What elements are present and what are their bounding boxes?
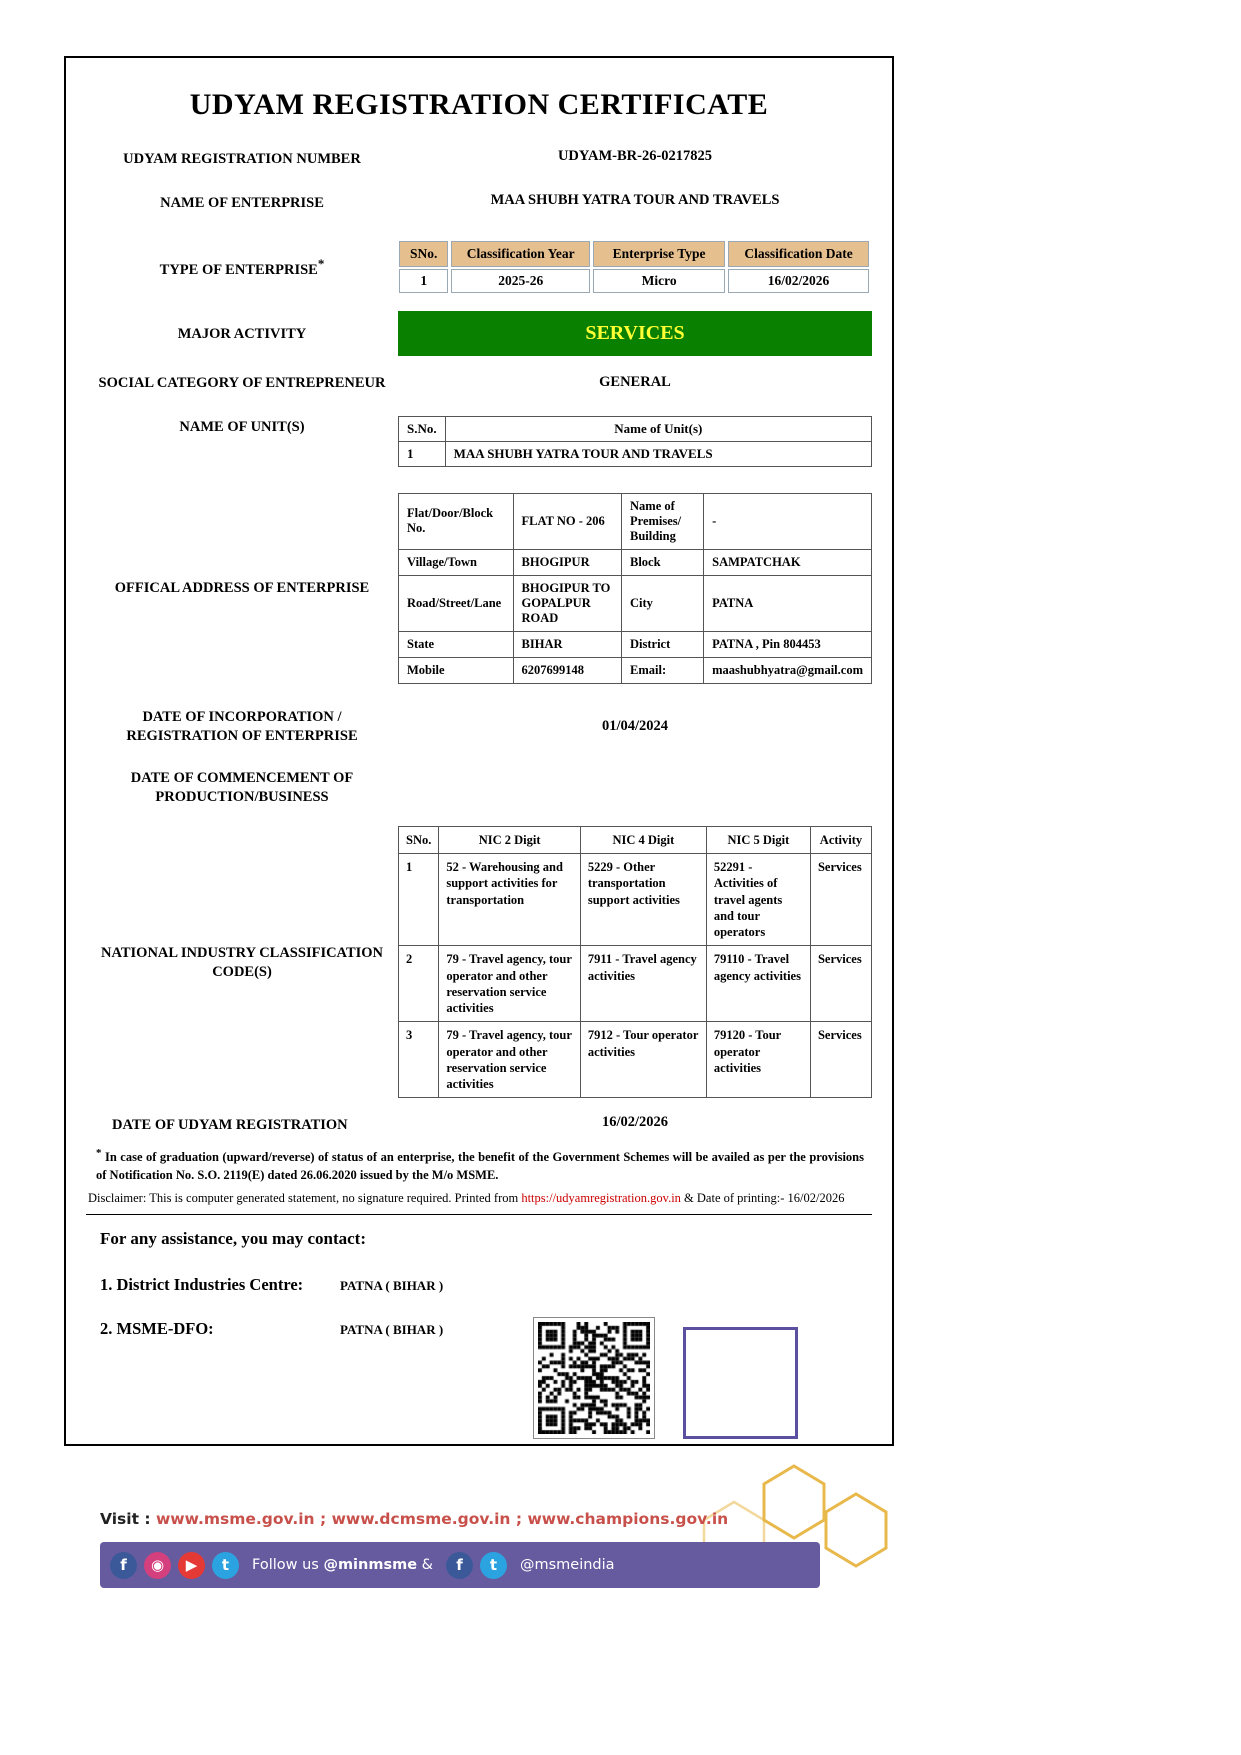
cell-value-block: SAMPATCHAK — [704, 549, 872, 575]
table-row — [399, 631, 872, 657]
cell-key-district: District — [622, 631, 704, 657]
col-classification-year: Classification Year — [451, 241, 590, 267]
visit-line — [100, 1510, 728, 1528]
address-table-wrap — [398, 493, 872, 684]
cell-unit-name: MAA SHUBH YATRA TOUR AND TRAVELS — [445, 441, 871, 466]
col-nic-2-digit: NIC 2 Digit — [439, 826, 580, 853]
cell-value-city: PATNA — [704, 575, 872, 631]
footer-artwork — [66, 1456, 894, 1606]
youtube-icon[interactable]: ▶ — [178, 1552, 205, 1579]
social-category-value: GENERAL — [599, 374, 671, 391]
footnote-asterisk: * — [96, 1147, 102, 1159]
nic-codes-label: NATIONAL INDUSTRY CLASSIFICATION CODE(S) — [100, 944, 384, 981]
major-activity-row — [86, 311, 872, 356]
cell-nic-4: 7911 - Travel agency activities — [580, 946, 706, 1022]
col-unit-name: Name of Unit(s) — [445, 416, 871, 441]
date-of-udyam-registration-row — [86, 1114, 872, 1136]
cell-value-flat: FLAT NO - 206 — [513, 493, 621, 549]
social-category-row — [86, 372, 872, 394]
table-row — [399, 946, 872, 1022]
cell-nic-5: 52291 - Activities of travel agents and tour operators — [706, 854, 810, 946]
table-row — [399, 269, 869, 293]
col-nic-sno: SNo. — [399, 826, 439, 853]
registration-number-label: UDYAM REGISTRATION NUMBER — [123, 151, 361, 167]
table-header-row — [399, 826, 872, 853]
date-of-incorporation-label: DATE OF INCORPORATION / REGISTRATION OF ENTERPRISE — [126, 708, 358, 745]
cell-nic-sno: 2 — [399, 946, 439, 1022]
col-nic-activity: Activity — [810, 826, 871, 853]
major-activity-wrap — [398, 311, 872, 356]
table-row — [399, 441, 872, 466]
cell-key-flat: Flat/Door/Block No. — [399, 493, 514, 549]
col-sno: SNo. — [399, 241, 448, 267]
table-row — [399, 657, 872, 683]
official-address-row — [86, 493, 872, 684]
udyam-portal-link[interactable]: https://udyamregistration.gov.in — [521, 1191, 681, 1206]
nic-table-wrap — [398, 826, 872, 1099]
enterprise-name-value: MAA SHUBH YATRA TOUR AND TRAVELS — [490, 191, 780, 208]
col-unit-sno: S.No. — [399, 416, 446, 441]
col-enterprise-type: Enterprise Type — [593, 241, 725, 267]
cell-value-mobile: 6207699148 — [513, 657, 621, 683]
facebook-icon[interactable]: f — [110, 1552, 137, 1579]
date-of-incorporation-row — [86, 706, 872, 747]
cell-value-email: maashubhyatra@gmail.com — [704, 657, 872, 683]
address-table — [398, 493, 872, 684]
classification-table — [396, 239, 872, 295]
cell-nic-5: 79110 - Travel agency activities — [706, 946, 810, 1022]
page-title: UDYAM REGISTRATION CERTIFICATE — [189, 88, 769, 121]
social-footer-bar — [100, 1542, 820, 1588]
cell-unit-sno: 1 — [399, 441, 446, 466]
cell-type: Micro — [593, 269, 725, 293]
facebook-icon-secondary[interactable]: f — [446, 1552, 473, 1579]
cell-key-block: Block — [622, 549, 704, 575]
assistance-title: For any assistance, you may contact: — [100, 1228, 366, 1248]
disclaimer-suffix: & Date of printing:- 16/02/2026 — [680, 1191, 845, 1206]
contact-dic — [86, 1275, 872, 1295]
date-of-incorporation-value: 01/04/2024 — [601, 717, 669, 734]
cell-nic-activity: Services — [810, 854, 871, 946]
name-of-units-label: NAME OF UNIT(S) — [179, 418, 305, 435]
cell-nic-5: 79120 - Tour operator activities — [706, 1022, 810, 1098]
contact-dic-label: 1. District Industries Centre: — [100, 1274, 304, 1294]
cell-date: 16/02/2026 — [728, 269, 869, 293]
official-address-label: OFFICAL ADDRESS OF ENTERPRISE — [114, 580, 370, 597]
follow-us-text — [252, 1557, 433, 1573]
visit-urls[interactable]: www.msme.gov.in ; www.dcmsme.gov.in ; www.champions.gov.in — [155, 1510, 729, 1528]
type-of-enterprise-row — [86, 239, 872, 295]
table-row — [399, 854, 872, 946]
qr-code-canvas — [538, 1322, 650, 1434]
twitter-icon-secondary[interactable]: t — [480, 1552, 507, 1579]
enterprise-name-row — [86, 192, 872, 214]
date-of-commencement-row — [86, 767, 872, 808]
contact-msme-dfo-label: 2. MSME-DFO: — [100, 1318, 214, 1338]
classification-table-wrap — [398, 239, 872, 295]
nic-codes-row — [86, 826, 872, 1099]
date-of-commencement-label: DATE OF COMMENCEMENT OF PRODUCTION/BUSINESS — [130, 769, 354, 806]
registration-number-row — [86, 148, 872, 170]
certificate-page — [64, 56, 894, 1446]
cell-nic-2: 79 - Travel agency, tour operator and other reservation service activities — [439, 946, 580, 1022]
date-of-udyam-registration-value: 16/02/2026 — [601, 1114, 669, 1131]
cell-sno: 1 — [399, 269, 448, 293]
certificate-seal-frame — [683, 1327, 798, 1439]
registration-number-value: UDYAM-BR-26-0217825 — [557, 148, 713, 164]
enterprise-name-label: NAME OF ENTERPRISE — [160, 194, 324, 211]
cell-nic-4: 7912 - Tour operator activities — [580, 1022, 706, 1098]
table-header-row — [399, 416, 872, 441]
contact-msme-dfo-place: PATNA ( BIHAR ) — [340, 1321, 444, 1337]
table-row — [399, 575, 872, 631]
name-of-units-row — [86, 416, 872, 467]
date-of-udyam-registration-label: DATE OF UDYAM REGISTRATION — [112, 1117, 348, 1134]
visit-label: Visit : — [100, 1510, 156, 1528]
ampersand: & — [417, 1557, 433, 1573]
cell-value-premises: - — [704, 493, 872, 549]
twitter-icon[interactable]: t — [212, 1552, 239, 1579]
cell-value-road: BHOGIPUR TO GOPALPUR ROAD — [513, 575, 621, 631]
cell-value-district: PATNA , Pin 804453 — [704, 631, 872, 657]
col-nic-4-digit: NIC 4 Digit — [580, 826, 706, 853]
cell-nic-2: 79 - Travel agency, tour operator and other reservation service activities — [439, 1022, 580, 1098]
cell-nic-4: 5229 - Other transportation support activities — [580, 854, 706, 946]
cell-nic-activity: Services — [810, 946, 871, 1022]
cell-key-mobile: Mobile — [399, 657, 514, 683]
table-row — [399, 1022, 872, 1098]
cell-key-premises: Name of Premises/ Building — [622, 493, 704, 549]
cell-key-village: Village/Town — [399, 549, 514, 575]
disclaimer — [86, 1190, 872, 1215]
cell-year: 2025-26 — [451, 269, 590, 293]
cell-nic-sno: 3 — [399, 1022, 439, 1098]
cell-key-email: Email: — [622, 657, 704, 683]
contact-dic-place: PATNA ( BIHAR ) — [340, 1277, 444, 1293]
cell-key-city: City — [622, 575, 704, 631]
major-activity-banner: SERVICES — [398, 311, 872, 356]
cell-nic-sno: 1 — [399, 854, 439, 946]
col-nic-5-digit: NIC 5 Digit — [706, 826, 810, 853]
unit-table-wrap — [398, 416, 872, 467]
handle-minmsme: @minmsme — [323, 1557, 418, 1573]
table-header-row — [399, 241, 869, 267]
type-of-enterprise-label — [86, 253, 398, 280]
cell-nic-activity: Services — [810, 1022, 871, 1098]
social-category-label: SOCIAL CATEGORY OF ENTREPRENEUR — [98, 375, 386, 392]
cell-value-state: BIHAR — [513, 631, 621, 657]
major-activity-label: MAJOR ACTIVITY — [177, 325, 307, 342]
nic-table — [398, 826, 872, 1099]
col-classification-date: Classification Date — [728, 241, 869, 267]
footnote-text: In case of graduation (upward/reverse) of status of an enterprise, the benefit of the Government Schemes will be availed as per the provisions of Notification No. S.O. 2119(E) dated 26.06.2020 issued by the M/o MSME. — [96, 1150, 864, 1183]
type-of-enterprise-label-text: TYPE OF ENTERPRISE — [159, 262, 318, 279]
disclaimer-prefix: Disclaimer: This is computer generated statement, no signature required. Printed from — [88, 1191, 522, 1206]
handle-msmeindia: @msmeindia — [519, 1557, 615, 1573]
table-row — [399, 493, 872, 549]
follow-label: Follow us — [252, 1557, 324, 1573]
cell-nic-2: 52 - Warehousing and support activities for transportation — [439, 854, 580, 946]
table-row — [399, 549, 872, 575]
instagram-icon[interactable]: ◉ — [144, 1552, 171, 1579]
qr-code — [533, 1317, 655, 1439]
cell-key-road: Road/Street/Lane — [399, 575, 514, 631]
cell-value-village: BHOGIPUR — [513, 549, 621, 575]
asterisk-marker: * — [317, 256, 325, 272]
unit-table — [398, 416, 872, 467]
cell-key-state: State — [399, 631, 514, 657]
graduation-footnote — [86, 1146, 872, 1184]
